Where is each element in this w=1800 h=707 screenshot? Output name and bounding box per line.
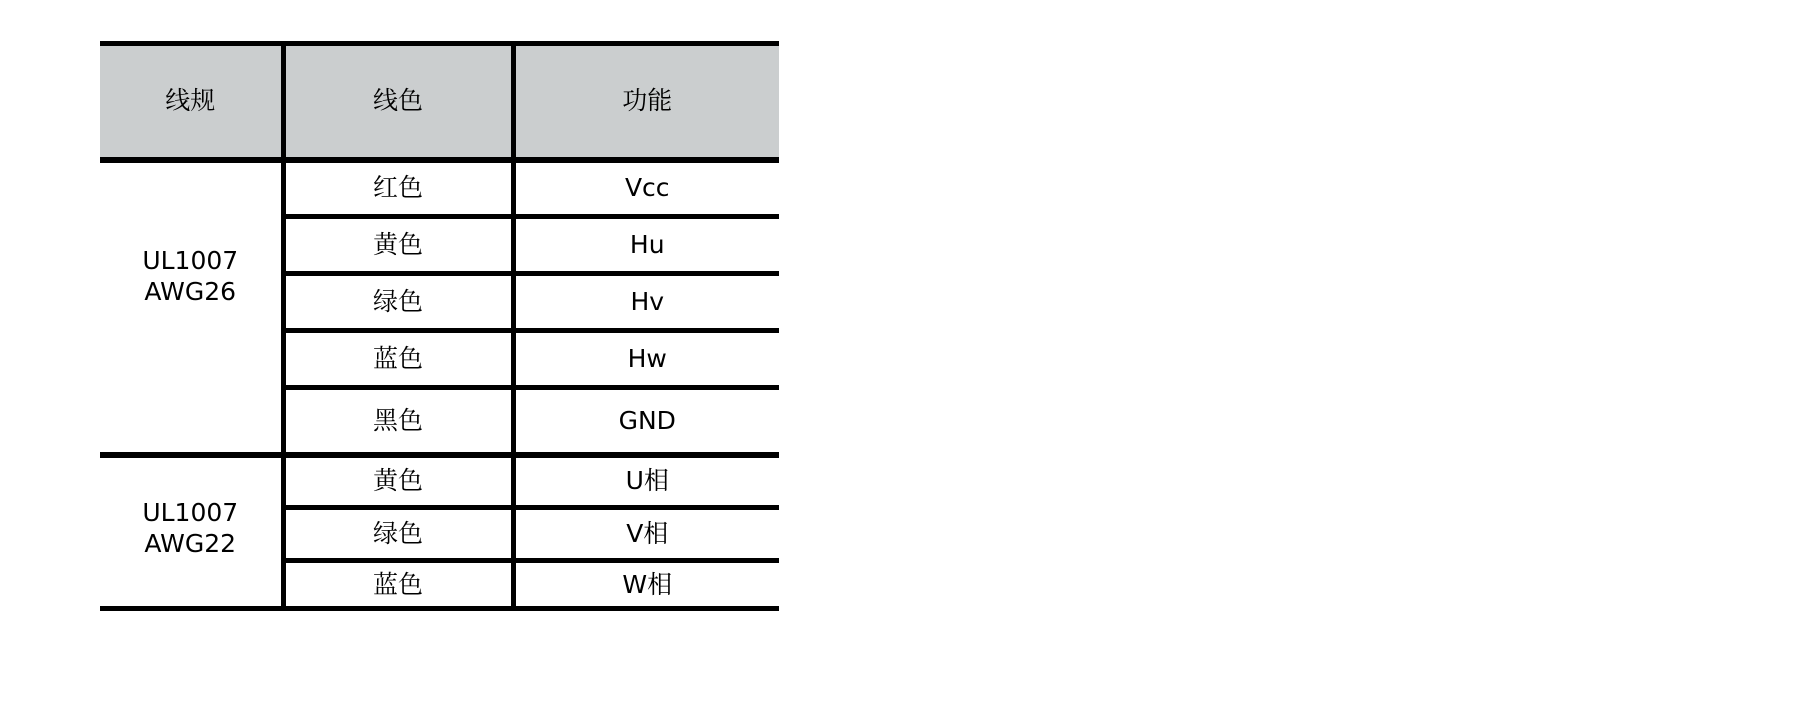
gauge-line2: AWG26 [144, 277, 237, 306]
table-row [100, 160, 779, 217]
gauge-line1: UL1007 [142, 246, 239, 275]
function-cell: U相 [513, 455, 779, 508]
wire-color-cell: 绿色 [283, 274, 513, 331]
wiring-table [100, 41, 779, 611]
function-cell: V相 [513, 508, 779, 561]
column-header-function: 功能 [513, 44, 779, 160]
function-cell: W相 [513, 561, 779, 609]
wire-color-cell: 黄色 [283, 217, 513, 274]
table-row [100, 455, 779, 508]
wire-color-cell: 蓝色 [283, 561, 513, 609]
wire-gauge-cell-awg22 [100, 455, 283, 609]
wire-color-cell: 黄色 [283, 455, 513, 508]
wire-gauge-cell-awg26 [100, 160, 283, 455]
wire-color-cell: 红色 [283, 160, 513, 217]
function-cell: Hw [513, 331, 779, 388]
wire-gauge-label [100, 245, 281, 307]
wire-color-cell: 绿色 [283, 508, 513, 561]
header-row [100, 44, 779, 160]
wire-color-cell: 蓝色 [283, 331, 513, 388]
function-cell: Hu [513, 217, 779, 274]
column-header-wire-gauge: 线规 [100, 44, 283, 160]
wire-color-cell: 黑色 [283, 388, 513, 455]
gauge-line1: UL1007 [142, 497, 239, 527]
function-cell: Hv [513, 274, 779, 331]
function-cell: GND [513, 388, 779, 455]
column-header-wire-color: 线色 [283, 44, 513, 160]
gauge-line2: AWG22 [144, 528, 237, 558]
function-cell: Vcc [513, 160, 779, 217]
wire-gauge-label [100, 497, 281, 559]
